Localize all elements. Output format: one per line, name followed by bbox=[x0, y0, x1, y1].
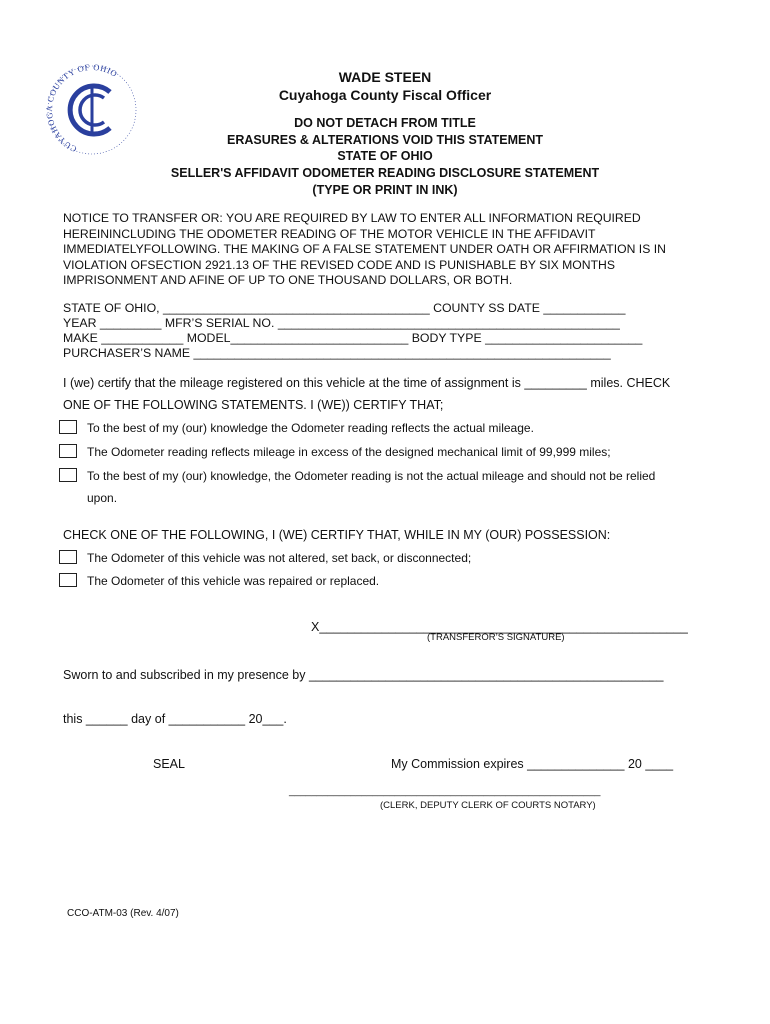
notice-line: NOTICE TO TRANSFER OR: YOU ARE REQUIRED BY LAW TO ENTER ALL INFORMATION REQUIRED bbox=[63, 211, 641, 225]
make-model-body-field[interactable]: MAKE ____________ MODEL__________________________ BODY TYPE _______________________ bbox=[63, 331, 643, 345]
not-actual-mileage-label-cont: upon. bbox=[87, 491, 118, 505]
clerk-caption: (CLERK, DEPUTY CLERK OF COURTS NOTARY) bbox=[380, 800, 596, 811]
issuer-office: Cuyahoga County Fiscal Officer bbox=[278, 87, 492, 103]
header-line-ink: (TYPE OR PRINT IN INK) bbox=[312, 183, 458, 197]
issuer-name: WADE STEEN bbox=[338, 69, 432, 85]
svg-text:CUYAHOGA COUNTY OF OHIO: CUYAHOGA COUNTY OF OHIO bbox=[44, 62, 120, 155]
commission-expires-line[interactable]: My Commission expires ______________ 20 ____ bbox=[391, 757, 674, 771]
notice-line: IMMEDIATELYFOLLOWING. THE MAKING OF A FALSE STATEMENT UNDER OATH OR AFFIRMATION IS IN bbox=[63, 242, 666, 256]
transferor-signature-caption: (TRANSFEROR’S SIGNATURE) bbox=[427, 632, 565, 643]
not-altered-label: The Odometer of this vehicle was not altered, set back, or disconnected; bbox=[87, 551, 472, 565]
notice-line: HEREININCLUDING THE ODOMETER READING OF THE MOTOR VEHICLE IN THE AFFIDAVIT bbox=[63, 226, 596, 241]
transferor-signature-line[interactable]: X_____________________________________________________ bbox=[311, 620, 688, 634]
header-line-erasures: ERASURES & ALTERATIONS VOID THIS STATEMENT bbox=[227, 133, 543, 147]
actual-mileage-checkbox[interactable] bbox=[59, 420, 77, 434]
clerk-signature-line[interactable]: ________________________________________________________ bbox=[289, 786, 601, 797]
mileage-certification[interactable]: I (we) certify that the mileage registered on this vehicle at the time of assignment is _________ miles. CHECK bbox=[63, 376, 671, 390]
notice-line: VIOLATION OFSECTION 2921.13 OF THE REVISED CODE AND IS PUNISHABLE BY SIX MONTHS bbox=[63, 257, 615, 272]
sworn-by-line[interactable]: Sworn to and subscribed in my presence by ___________________________________________________ bbox=[63, 668, 664, 682]
not-actual-mileage-checkbox[interactable] bbox=[59, 468, 77, 482]
seal-label: SEAL bbox=[153, 757, 185, 771]
header-line-state: STATE OF OHIO bbox=[337, 149, 433, 163]
repaired-replaced-checkbox[interactable] bbox=[59, 573, 77, 587]
not-altered-checkbox[interactable] bbox=[59, 550, 77, 564]
purchaser-name-field[interactable]: PURCHASER’S NAME _____________________________________________________________ bbox=[63, 346, 611, 360]
possession-heading: CHECK ONE OF THE FOLLOWING, I (WE) CERTIFY THAT, WHILE IN MY (OUR) POSSESSION: bbox=[63, 528, 611, 542]
notice-paragraph bbox=[63, 211, 708, 289]
notice-line: IMPRISONMENT AND AFINE OF UP TO ONE THOUSAND DOLLARS, OR BOTH. bbox=[63, 273, 513, 287]
year-serial-field[interactable]: YEAR _________ MFR’S SERIAL NO. __________________________________________________ bbox=[63, 316, 620, 330]
header-line-detach: DO NOT DETACH FROM TITLE bbox=[294, 116, 476, 130]
certify-heading: ONE OF THE FOLLOWING STATEMENTS. I (WE)) CERTIFY THAT; bbox=[63, 398, 444, 412]
not-actual-mileage-label: To the best of my (our) knowledge, the Odometer reading is not the actual mileage and should not be relied bbox=[87, 469, 656, 483]
form-title: SELLER'S AFFIDAVIT ODOMETER READING DISCLOSURE STATEMENT bbox=[170, 166, 600, 180]
form-id: CCO-ATM-03 (Rev. 4/07) bbox=[67, 908, 179, 919]
repaired-replaced-label: The Odometer of this vehicle was repaired or replaced. bbox=[87, 574, 380, 588]
exceeds-limit-label: The Odometer reading reflects mileage in excess of the designed mechanical limit of 99,999 miles; bbox=[87, 445, 611, 459]
exceeds-limit-checkbox[interactable] bbox=[59, 444, 77, 458]
state-county-date-field[interactable]: STATE OF OHIO, _______________________________________ COUNTY SS DATE ____________ bbox=[63, 301, 626, 315]
actual-mileage-label: To the best of my (our) knowledge the Odometer reading reflects the actual mileage. bbox=[87, 421, 534, 435]
day-of-line[interactable]: this ______ day of ___________ 20___. bbox=[63, 712, 287, 726]
